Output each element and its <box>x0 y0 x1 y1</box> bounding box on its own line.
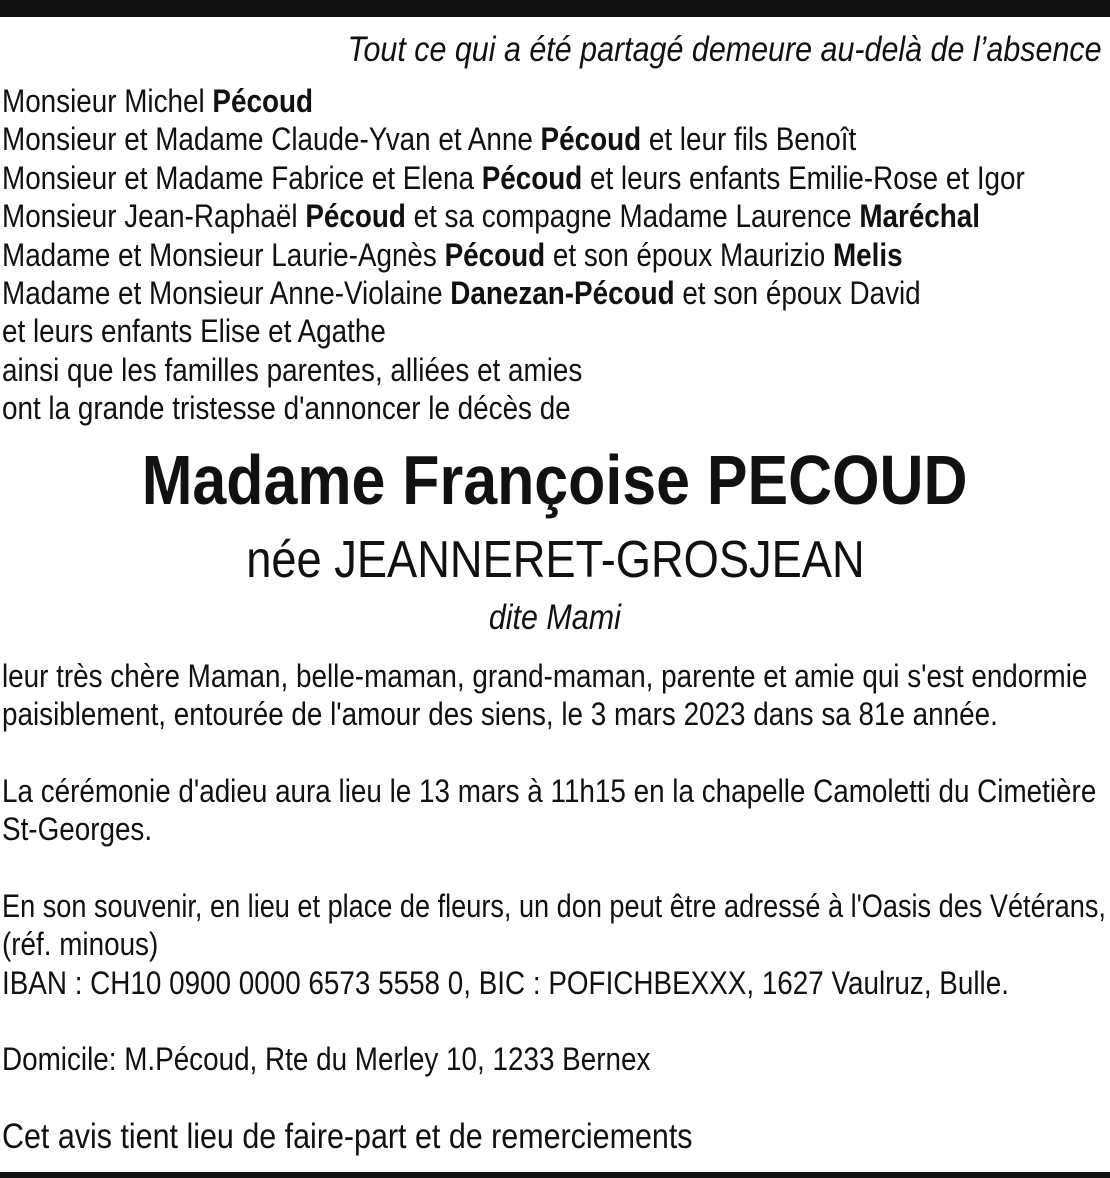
family-line-text <box>2 312 386 350</box>
family-text: Monsieur Jean-Raphaël <box>2 198 306 235</box>
motto <box>235 31 1102 69</box>
closing-note-text: Cet avis tient lieu de faire-part et de remerciements <box>2 1117 693 1156</box>
family-line <box>2 274 1110 312</box>
family-text: ainsi que les familles parentes, alliées et amies <box>2 351 583 388</box>
family-line <box>2 197 1110 235</box>
iban-line: IBAN : CH10 0900 0000 6573 5558 0, BIC : POFICHBEXXX, 1627 Vaulruz, Bulle. <box>2 964 1009 1001</box>
family-text: et sa compagne Madame Laurence <box>405 198 860 235</box>
family-line-text <box>2 236 903 274</box>
family-text: Madame et Monsieur Anne-Violaine <box>2 274 451 311</box>
donation-paragraph <box>2 887 1110 1002</box>
family-text: et leur fils Benoît <box>641 121 857 158</box>
family-surname: Danezan-Pécoud <box>450 274 675 311</box>
family-line-text <box>2 389 571 427</box>
family-text: Monsieur Michel <box>2 83 213 119</box>
domicile-line: Domicile: M.Pécoud, Rte du Merley 10, 1233 Bernex <box>2 1041 651 1077</box>
family-text: Madame et Monsieur Laurie-Agnès <box>2 236 445 273</box>
family-surname: Pécoud <box>305 198 406 235</box>
family-line-text <box>2 120 856 158</box>
nickname-text: dite Mami <box>489 598 621 637</box>
family-text: ont la grande tristesse d'annoncer le décès de <box>2 390 571 427</box>
announcement-line: leur très chère Maman, belle-maman, grand-maman, parente et amie qui s'est endormie <box>2 658 1088 694</box>
family-text: Monsieur et Madame Fabrice et Elena <box>2 159 482 196</box>
family-surname: Maréchal <box>859 198 981 235</box>
announcement-line: paisiblement, entourée de l'amour des siens, le 3 mars 2023 dans sa 81e année. <box>2 696 998 733</box>
family-line <box>2 351 1110 389</box>
motto-text: Tout ce qui a été partagé demeure au-delà de l’absence <box>348 30 1102 69</box>
announcement-paragraph <box>2 657 1110 734</box>
family-line <box>2 120 1110 158</box>
nickname <box>0 598 1110 638</box>
family-line <box>2 159 1110 197</box>
family-list <box>2 82 1110 428</box>
family-line <box>2 312 1110 350</box>
family-line-text <box>2 197 980 235</box>
domicile-paragraph <box>2 1040 747 1078</box>
ceremony-line: St-Georges. <box>2 811 153 848</box>
family-line <box>2 389 1110 427</box>
closing-note <box>2 1117 796 1157</box>
top-rule <box>0 0 1110 17</box>
family-line-text <box>2 351 582 389</box>
family-line-text <box>2 274 921 312</box>
maiden-name-text: née JEANNERET-GROSJEAN <box>245 531 865 589</box>
family-surname: Pécoud <box>481 159 583 196</box>
family-text: et son époux David <box>674 274 921 311</box>
ceremony-line: La cérémonie d'adieu aura lieu le 13 mars à 11h15 en la chapelle Camoletti du Cimetière <box>2 773 1097 809</box>
family-line <box>2 236 1110 274</box>
family-surname: Melis <box>832 236 903 273</box>
family-text: et leurs enfants Elise et Agathe <box>2 313 386 350</box>
family-text: et son époux Maurizio <box>545 236 833 273</box>
family-line-text <box>2 82 313 120</box>
ceremony-paragraph <box>2 772 1110 849</box>
family-line-text <box>2 159 1025 197</box>
family-surname: Pécoud <box>540 121 642 158</box>
family-text: et leurs enfants Emilie-Rose et Igor <box>582 159 1025 196</box>
donation-line: (réf. minous) <box>2 926 159 963</box>
family-surname: Pécoud <box>444 236 546 273</box>
family-text: Monsieur et Madame Claude-Yvan et Anne <box>2 121 541 158</box>
bottom-rule <box>0 1172 1110 1178</box>
donation-line: En son souvenir, en lieu et place de fleurs, un don peut être adressé à l'Oasis des Vétérans, <box>2 888 1106 924</box>
family-line <box>2 82 1110 120</box>
deceased-name <box>0 440 1110 520</box>
maiden-name <box>0 531 1110 589</box>
family-surname: Pécoud <box>212 83 313 119</box>
deceased-name-text: Madame Françoise PECOUD <box>142 441 968 519</box>
